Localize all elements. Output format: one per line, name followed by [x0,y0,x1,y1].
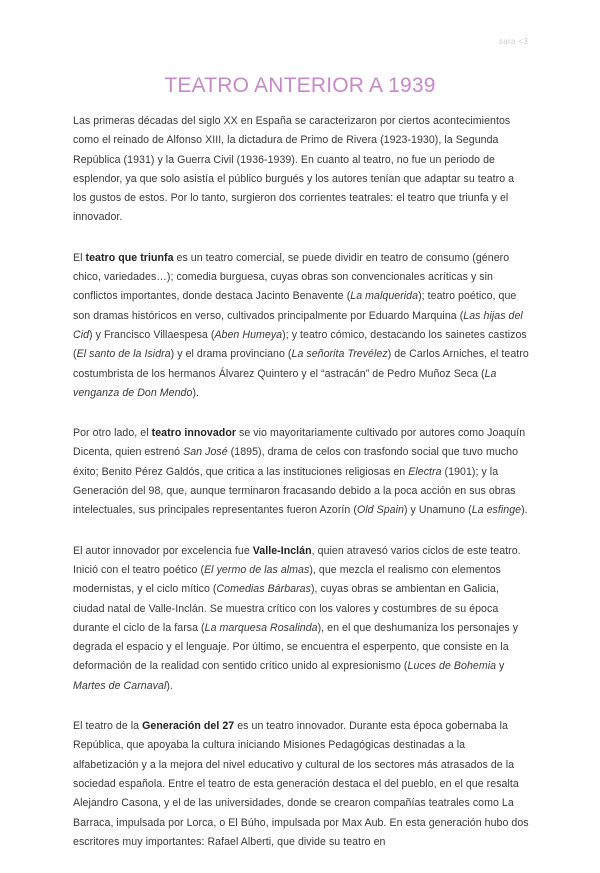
text-run: (1895), drama de celos con trasfondo social que tuvo mucho éxito; Benito Pérez Galdós, que critica a las instituciones religiosas en [73,446,519,478]
text-run: es un teatro innovador. Durante esta época gobernaba la República, que apoyaba la cultura iniciando Misiones Pedagógicas destinadas a la alfabetización y a la mejora del nivel educativo y cultural de los sectores más atrasados de la sociedad española. Entre el teatro de esta generación destaca el del pueblo, en el que resalta Alejandro Casona, y el de las universidades, donde se crearon compañías teatrales como La Barraca, impulsada por Lorca, o El Búho, impulsada por Max Aub. En esta generación hubo dos escritores muy importantes: Rafael Alberti, que divide su teatro en [73,720,529,848]
work-title: Comedias Bárbaras [216,583,311,596]
text-run: ), en el que deshumaniza los personajes y degrada el espacio y el lenguaje. Por último, se encuentra el esperpento, que consiste en la deformación de la realidad con sentido crítico unido al expresionismo ( [73,621,519,673]
bold-term: teatro innovador [151,427,237,440]
work-title: La señorita Trevélez [291,348,388,361]
text-run: ); y teatro cómico, destacando los sainetes castizos ( [73,328,527,361]
text-run: ). [166,679,173,692]
text-run: es un teatro comercial, se puede dividir en teatro de consumo (género chico, variedades…); comedia burguesa, cuyas obras son convencionales acríticas y sin conflictos importantes, donde destaca Jacinto Benavente ( [73,251,510,303]
bold-term: Valle-Inclán [252,544,312,557]
text-run: El autor innovador por excelencia fue [73,544,253,557]
document-body [73,112,529,873]
paragraph-generacion-27 [73,717,529,852]
paragraph-teatro-que-triunfa [73,249,529,403]
page-title: TEATRO ANTERIOR A 1939 [164,74,436,97]
text-run: (1901); y la Generación del 98, que, aunque terminaron fracasando debido a la poca acción en sus obras intelectuales, sus principales representantes fueron Azorín ( [73,465,516,517]
text-run: ). [521,504,528,517]
text-run: ), que mezcla el realismo con elementos modernistas, y el ciclo mítico ( [73,563,501,596]
text-run: ) y el drama provinciano ( [170,348,292,361]
text-run: ) y Francisco Villaespesa ( [89,328,215,341]
work-title: Luces de Bohemia [407,660,497,673]
text-run: ), cuyas obras se ambientan en Galicia, ciudad natal de Valle-Inclán. Se muestra crítico con los valores y costumbres de su época durante el ciclo de la farsa ( [73,583,499,634]
text-run: se vio mayoritariamente cultivado por autores como Joaquín Dicenta, quien estrenó [73,427,526,459]
text-run: , quien atravesó varios ciclos de este teatro. Inició con el teatro poético ( [73,544,521,576]
paragraph-valle-inclan [73,542,529,696]
paragraph-teatro-innovador [73,424,529,520]
work-title: Old Spain [356,504,404,517]
work-title: La marquesa Rosalinda [204,621,318,634]
text-run: y [496,660,505,673]
work-title: Electra [408,465,442,478]
text-run: El [73,251,86,264]
page-header-tag: sara <3 [498,37,528,46]
text-run: Por otro lado, el [73,427,152,440]
text-run: ) de Carlos Arniches, el teatro costumbrista de los hermanos Álvarez Quintero y el “astracán” de Pedro Muñoz Seca ( [73,348,529,380]
work-title: El santo de la Isidra [76,348,171,361]
bold-term: teatro que triunfa [85,251,174,264]
text-run: ). [192,386,200,399]
work-title: La esfinge [471,504,522,517]
text-run: El teatro de la [73,720,143,733]
bold-term: Generación del 27 [142,720,235,733]
text-run: Las primeras décadas del siglo XX en España se caracterizaron por ciertos acontecimientos como el reinado de Alfonso XIII, la dictadura de Primo de Rivera (1923-1930), la Segunda República (1931) y la Guerra Civil (1936-1939). En cuanto al teatro, no fue un periodo de esplendor, ya que solo asistía el público burgués y los autores tenían que adaptar su teatro a los gustos de estos. Por lo tanto, surgieron dos corrientes teatrales: el teatro que triunfa y el innovador. [73,115,515,224]
work-title: Las hijas del Cid [73,309,523,341]
work-title: Martes de Carnaval [73,679,167,692]
text-run: ); teatro poético, que son dramas históricos en verso, cultivados principalmente por Eduardo Marquina ( [73,290,517,322]
work-title: El yermo de las almas [204,563,310,576]
work-title: San José [183,446,228,459]
work-title: La malquerida [350,290,419,303]
work-title: Aben Humeya [214,328,283,341]
work-title: La venganza de Don Mendo [73,367,497,399]
paragraph-intro [73,112,529,228]
text-run: ) y Unamuno ( [403,504,472,517]
